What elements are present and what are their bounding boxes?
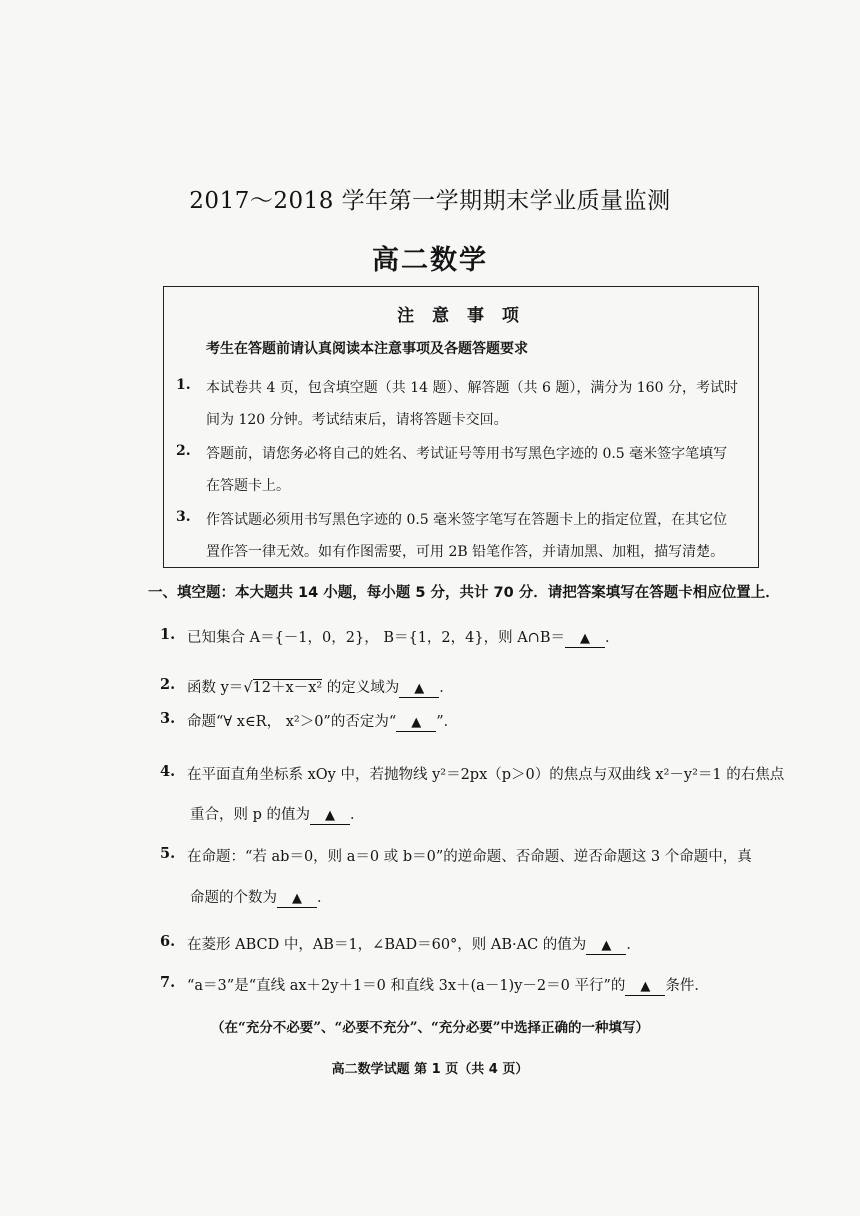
notice-item-number: 2. [176, 443, 191, 459]
question-text: 在菱形 ABCD 中，AB＝1，∠BAD＝60°，则 AB·AC 的值为 ▲ ． [187, 937, 641, 953]
answer-blank [310, 808, 350, 825]
notice-item-line: 答题前，请您务必将自己的姓名、考试证号等用书写黑色字迹的 0.5 毫米签字笔填写 [206, 446, 728, 462]
triangle-marker-icon: ▲ [601, 938, 612, 953]
question-5-continuation: 命题的个数为 ▲ ． [190, 890, 332, 906]
question-number: 2. [160, 676, 176, 693]
triangle-marker-icon: ▲ [640, 979, 651, 994]
notice-item-number: 3. [176, 509, 191, 525]
question-number: 7. [160, 974, 176, 991]
question-number: 6. [160, 933, 176, 950]
section-heading: 一、填空题：本大题共 14 小题，每小题 5 分，共计 70 分．请把答案填写在答题卡相应位置上． [148, 585, 780, 601]
question-text: “a＝3”是“直线 ax＋2y＋1＝0 和直线 3x＋(a－1)y－2＝0 平行”的 ▲ 条件． [187, 978, 709, 994]
question-number: 3. [160, 710, 176, 727]
page-footer: 高二数学试题 第 1 页（共 4 页） [331, 1062, 529, 1077]
answer-blank [565, 631, 605, 648]
question-text: 在命题：“若 ab＝0，则 a＝0 或 b＝0”的逆命题、否命题、逆否命题这 3 个命题中，真 [187, 849, 752, 865]
question-number: 1. [160, 626, 176, 643]
notice-item-line: 本试卷共 4 页，包含填空题（共 14 题）、解答题（共 6 题），满分为 160 分，考试时 [206, 380, 738, 396]
triangle-marker-icon: ▲ [414, 681, 425, 696]
question-text: 函数 y＝√12＋x－x² 的定义域为 ▲ ． [187, 680, 454, 696]
subject-title: 高二数学 [372, 245, 488, 276]
question-7-note: （在“充分不必要”、“必要不充分”、“充分必要”中选择正确的一种填写） [210, 1020, 650, 1036]
notice-item-line: 在答题卡上。 [206, 478, 290, 494]
triangle-marker-icon: ▲ [579, 631, 590, 646]
question-4-continuation: 重合，则 p 的值为 ▲ ． [190, 807, 365, 823]
notice-item-line: 间为 120 分钟。考试结束后，请将答题卡交回。 [206, 412, 508, 428]
triangle-marker-icon: ▲ [292, 891, 302, 906]
question-text: 在平面直角坐标系 xOy 中，若抛物线 y²＝2px（p＞0）的焦点与双曲线 x²－y²＝1 的右焦点 [187, 767, 785, 783]
answer-blank [625, 979, 665, 996]
notice-item-line: 作答试题必须用书写黑色字迹的 0.5 毫米签字笔写在答题卡上的指定位置，在其它位 [206, 512, 728, 528]
radicand: 12＋x－x² [252, 680, 323, 696]
notice-subtitle: 考生在答题前请认真阅读本注意事项及各题答题要求 [206, 341, 528, 357]
triangle-marker-icon: ▲ [325, 808, 335, 823]
question-text: 命题“∀ x∈R， x²＞0”的否定为“ ▲ ”． [187, 714, 459, 730]
answer-blank [277, 891, 317, 908]
notice-box [163, 286, 759, 568]
notice-item-number: 1. [176, 377, 191, 393]
question-number: 5. [160, 845, 176, 862]
sqrt-icon: √ [243, 680, 253, 696]
triangle-marker-icon: ▲ [411, 715, 422, 730]
answer-blank [396, 715, 436, 732]
exam-title: 2017～2018 学年第一学期期末学业质量监测 [189, 188, 671, 214]
question-text: 已知集合 A＝{－1，0，2}， B＝{1，2，4}，则 A∩B＝ ▲ ． [187, 630, 620, 646]
notice-item-line: 置作答一律无效。如有作图需要，可用 2B 铅笔作答，并请加黑、加粗，描写清楚。 [206, 544, 725, 560]
notice-title: 注 意 事 项 [397, 306, 525, 326]
question-number: 4. [160, 763, 176, 780]
answer-blank [399, 681, 439, 698]
answer-blank [586, 938, 626, 955]
